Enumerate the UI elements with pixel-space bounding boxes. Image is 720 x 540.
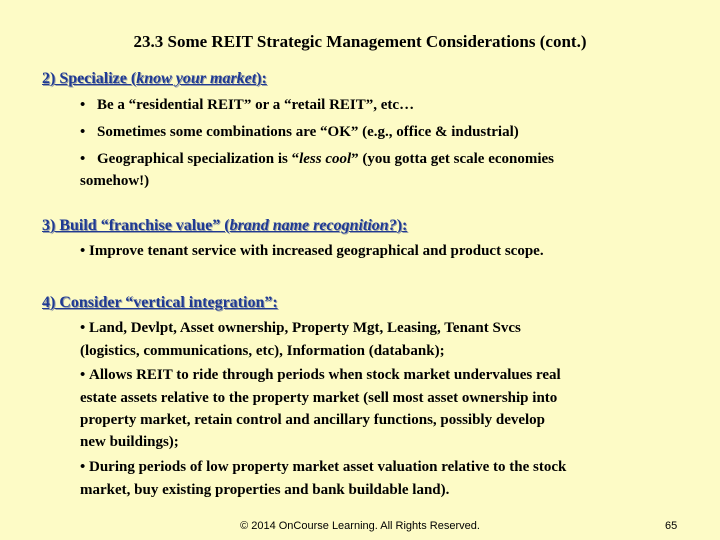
bullet-icon: •: [80, 151, 86, 167]
bullet-text: Allows REIT to ride through periods when stock market undervalues real: [89, 367, 561, 383]
bullet-icon: •: [80, 97, 86, 113]
copyright-footer: © 2014 OnCourse Learning. All Rights Reserved.: [240, 520, 480, 532]
bullet-continuation: property market, retain control and ancillary functions, possibly develop: [80, 412, 546, 428]
bullet-continuation: estate assets relative to the property market (sell most asset ownership into: [80, 390, 558, 406]
bullet-continuation: new buildings);: [80, 434, 179, 450]
bullet-text: Geographical specialization is “: [97, 151, 300, 167]
bullet-icon: •: [80, 320, 86, 336]
bullet-item: [80, 459, 566, 476]
bullet-emphasis: less cool: [299, 151, 352, 167]
bullet-continuation: somehow!): [80, 173, 150, 189]
bullet-text: Land, Devlpt, Asset ownership, Property Mgt, Leasing, Tenant Svcs: [89, 320, 521, 336]
bullet-text-end: ” (you gotta get scale economies: [351, 151, 555, 167]
bullet-text: Sometimes some combinations are “OK” (e.g., office & industrial): [97, 124, 519, 140]
section-heading-specialize: [42, 70, 267, 88]
heading-text-end: ):: [256, 70, 267, 87]
bullet-item: [80, 124, 519, 141]
bullet-text: During periods of low property market asset valuation relative to the stock: [89, 459, 567, 475]
section-heading-vertical-integration: 4) Consider “vertical integration”:: [42, 294, 278, 311]
bullet-text: Be a “residential REIT” or a “retail REIT”, etc…: [97, 97, 415, 113]
slide-title: 23.3 Some REIT Strategic Management Considerations (cont.): [133, 32, 587, 51]
bullet-icon: •: [80, 124, 86, 140]
page-number: 65: [665, 520, 678, 532]
bullet-item: [80, 367, 561, 384]
heading-emphasis: brand name recognition?: [229, 217, 397, 234]
bullet-text: Improve tenant service with increased geographical and product scope.: [89, 243, 544, 259]
bullet-continuation: (logistics, communications, etc), Information (databank);: [80, 343, 445, 359]
bullet-icon: •: [80, 367, 86, 383]
bullet-continuation: market, buy existing properties and bank buildable land).: [80, 482, 450, 498]
bullet-item: [80, 320, 521, 337]
bullet-item: [80, 243, 544, 260]
bullet-item: [80, 97, 414, 114]
heading-text: 2) Specialize (: [42, 70, 137, 87]
heading-text-end: ):: [396, 217, 408, 234]
heading-emphasis: know your market: [136, 70, 257, 87]
section-heading-franchise: [42, 217, 407, 235]
bullet-icon: •: [80, 459, 86, 475]
bullet-item: [80, 151, 554, 168]
heading-text: 3) Build “franchise value” (: [42, 217, 230, 234]
bullet-icon: •: [80, 243, 86, 259]
